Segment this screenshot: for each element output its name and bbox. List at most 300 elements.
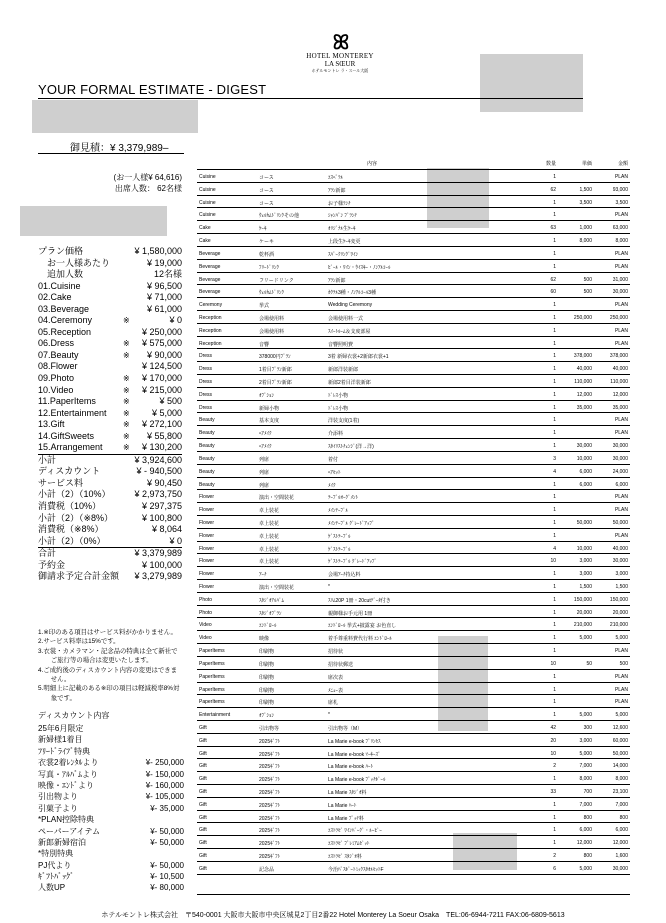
cell-category: Beauty xyxy=(199,455,215,462)
cell-category: Gift xyxy=(199,801,207,808)
table-row xyxy=(197,695,630,708)
cell-item-detail: La Marie ﾊｰﾄ xyxy=(328,802,357,809)
cell-item-type: ｽﾀｼﾞｵﾌﾟﾗﾝ xyxy=(259,610,282,617)
cell-unit-price: 1,000 xyxy=(579,225,592,232)
cell-quantity: 1 xyxy=(553,673,556,680)
summary-label: お一人様あたり xyxy=(38,257,111,268)
cell-unit-price: 800 xyxy=(583,814,592,821)
tax-mark: ※ xyxy=(123,350,130,360)
discount-row xyxy=(38,860,184,871)
table-row xyxy=(197,196,630,209)
summary-value: ¥ 61,000 xyxy=(146,303,182,314)
cell-unit-price: 250,000 xyxy=(573,314,592,321)
guest-count: 出席人数： 62名様 xyxy=(114,184,182,193)
cell-unit-price: 500 xyxy=(583,289,592,296)
cell-category: Beverage xyxy=(199,289,221,296)
redacted-block-left xyxy=(20,206,167,236)
discount-row xyxy=(38,746,184,757)
cell-item-detail: * xyxy=(328,584,330,590)
cell-quantity: 42 xyxy=(550,724,556,731)
cell-unit-price: 5,000 xyxy=(579,712,592,719)
cell-item-type: コース xyxy=(259,175,274,181)
cell-category: Cake xyxy=(199,225,211,232)
cell-quantity: 60 xyxy=(550,289,556,296)
table-row xyxy=(197,580,630,593)
cell-amount: 7,000 xyxy=(615,801,628,808)
table-row xyxy=(197,657,630,670)
cell-item-type: 378000円ﾌﾟﾗﾝ xyxy=(259,354,291,361)
note-line: 4.ご成約後のディスカウント内容の変更はできま xyxy=(38,666,178,674)
cell-item-type: 基本支度 xyxy=(259,418,280,425)
table-row xyxy=(197,413,630,426)
cell-amount: PLAN xyxy=(614,327,628,334)
discount-value: ¥- 105,000 xyxy=(145,792,184,802)
table-bottom-rule xyxy=(197,894,630,895)
cell-category: Cuisine xyxy=(199,186,216,193)
cell-item-type: 引出物等 xyxy=(259,725,280,732)
cell-amount: 1,600 xyxy=(615,853,628,860)
cell-quantity: 1 xyxy=(553,712,556,719)
logo-line-2: LA SŒUR xyxy=(324,60,356,68)
cell-unit-price: 40,000 xyxy=(576,366,592,373)
summary-label: 15.Arrangement xyxy=(38,442,103,453)
cell-category: Cuisine xyxy=(199,199,216,206)
note-line: 象です。 xyxy=(38,694,76,702)
cell-unit-price: 5,000 xyxy=(579,635,592,642)
header-qty: 数量 xyxy=(545,161,556,167)
cell-item-detail: 新郎洋装新郎 xyxy=(328,367,359,374)
cell-quantity: 1 xyxy=(553,814,556,821)
cell-item-type: 印刷物 xyxy=(259,674,275,681)
cell-item-detail: 招待状郵送 xyxy=(328,661,354,668)
table-row xyxy=(197,478,630,491)
summary-value: ¥ 2,973,750 xyxy=(134,489,182,500)
summary-label: 09.Photo xyxy=(38,373,75,384)
discount-row xyxy=(38,769,184,780)
cell-quantity: 2 xyxy=(553,763,556,770)
cell-quantity: 1 xyxy=(553,596,556,603)
table-row xyxy=(197,772,630,785)
cell-quantity: 1 xyxy=(553,584,556,590)
cell-unit-price: 300 xyxy=(583,724,592,731)
cell-amount: 800 xyxy=(619,814,628,821)
cell-item-detail: ｴｽﾄﾗｾﾞ ﾜｲﾝﾊﾞｰｸﾞ・ﾙｰﾋﾞｰ xyxy=(328,828,382,835)
cell-unit-price: 6,000 xyxy=(579,481,592,488)
notes xyxy=(38,628,186,703)
table-row xyxy=(197,234,630,247)
table-row xyxy=(197,759,630,772)
table-row xyxy=(197,644,630,657)
table-row xyxy=(197,260,630,273)
summary-label: 10.Video xyxy=(38,384,74,395)
cell-item-type: ｵﾌﾟｼｮﾝ xyxy=(259,392,275,399)
redacted-block-top-right xyxy=(480,54,583,112)
table-row xyxy=(197,375,630,388)
cell-amount: PLAN xyxy=(614,250,628,257)
cell-amount: PLAN xyxy=(614,212,628,219)
cell-item-type: ケーキ xyxy=(259,239,275,246)
cell-item-detail: ｱﾗﾝ新郎 xyxy=(328,187,346,194)
summary-label: 小計（2）（0%） xyxy=(38,535,106,546)
discount-label: 映像・ｴﾝﾄﾞより xyxy=(38,780,94,790)
cell-item-detail: ｴｽﾄﾗｾﾞ ｽﾀｼﾞｵ料 xyxy=(328,854,362,861)
cell-quantity: 1 xyxy=(553,199,556,206)
tax-mark: ※ xyxy=(123,385,130,395)
cell-unit-price: 35,000 xyxy=(576,404,592,411)
discount-value: ¥- 250,000 xyxy=(145,758,184,768)
cell-amount: 5,000 xyxy=(615,635,628,642)
table-row xyxy=(197,490,630,503)
cell-quantity: 20 xyxy=(550,737,556,744)
cell-quantity: 1 xyxy=(553,648,556,655)
discount-value: ¥- 10,500 xyxy=(150,872,184,882)
discount-value: ¥- 50,000 xyxy=(150,860,184,870)
cell-category: Beauty xyxy=(199,468,215,475)
table-row xyxy=(197,452,630,465)
table-row xyxy=(197,362,630,375)
discount-list xyxy=(38,723,184,894)
tax-mark: ※ xyxy=(123,316,130,326)
cell-unit-price: 1,500 xyxy=(579,186,592,193)
cell-category: Photo xyxy=(199,596,213,603)
table-row xyxy=(197,388,630,401)
cell-item-detail: ｹﾞｽﾄﾃｰﾌﾞﾙ xyxy=(328,546,351,553)
cell-quantity: 1 xyxy=(553,314,556,321)
cell-quantity: 63 xyxy=(550,225,556,232)
cell-amount: PLAN xyxy=(614,507,628,514)
table-row xyxy=(197,298,630,311)
cell-unit-price: 3,500 xyxy=(579,199,592,206)
discount-label: 衣裳2着ﾚﾝﾀﾙより xyxy=(38,758,99,768)
cell-item-detail: * xyxy=(328,712,330,719)
cell-quantity: 1 xyxy=(553,263,556,270)
cell-amount: PLAN xyxy=(614,686,628,693)
cell-quantity: 1 xyxy=(553,327,556,334)
note-line: 1.※印のある項目はサービス料がかかりません。 xyxy=(38,629,177,636)
cell-item-detail: ｽﾀｲﾘｽﾄﾁｪﾝｼﾞ(洋→洋) xyxy=(328,444,374,451)
title-divider xyxy=(38,98,583,99)
cell-unit-price: 7,000 xyxy=(579,801,592,808)
cell-category: Reception xyxy=(199,340,222,347)
cell-amount: 12,600 xyxy=(612,724,628,731)
summary-value: 12名様 xyxy=(153,269,182,280)
summary-value: ¥ 3,379,989 xyxy=(134,548,182,559)
cell-item-type: ﾍｱﾒｲｸ xyxy=(259,444,272,451)
cell-unit-price: 10,000 xyxy=(576,455,592,462)
cell-category: Gift xyxy=(199,737,207,744)
summary-value: ¥ 3,924,600 xyxy=(134,454,182,465)
tax-mark: ※ xyxy=(123,408,130,418)
cell-amount: 50,000 xyxy=(612,519,628,526)
table-row xyxy=(197,747,630,760)
summary-label: 12.Entertainment xyxy=(38,407,107,418)
summary-row xyxy=(38,524,182,536)
cell-category: Cuisine xyxy=(199,174,216,180)
cell-unit-price: 6,000 xyxy=(579,468,592,475)
discount-row xyxy=(38,734,184,745)
cell-unit-price: 20,000 xyxy=(576,609,592,616)
table-row xyxy=(197,631,630,644)
summary-label: 07.Beauty xyxy=(38,349,79,360)
tax-mark: ※ xyxy=(123,443,130,453)
summary-value: ¥ 272,100 xyxy=(141,419,182,430)
discount-row xyxy=(38,723,184,734)
summary-value: ¥ 0 xyxy=(169,535,182,546)
summary-row xyxy=(38,501,182,513)
cell-quantity: 1 xyxy=(553,443,556,450)
estimate-per-person-block xyxy=(38,172,182,194)
discount-value: ¥- 160,000 xyxy=(145,780,184,790)
table-row xyxy=(197,849,630,862)
summary-row xyxy=(38,547,182,560)
cell-category: Flower xyxy=(199,519,215,526)
cell-category: Flower xyxy=(199,532,215,539)
cell-item-detail: La Marie e-book ﾏｰｷｰｽﾞ xyxy=(328,751,381,758)
note-line: 2.サービス料率は15%です。 xyxy=(38,638,120,646)
table-row xyxy=(197,721,630,734)
cell-item-type: ｽﾀｼﾞｵｱﾙﾊﾞﾑ xyxy=(259,597,285,604)
cell-unit-price: 6,000 xyxy=(579,827,592,834)
table-row xyxy=(197,618,630,631)
cell-category: Flower xyxy=(199,571,215,578)
cell-item-detail: 引出物等（M） xyxy=(328,725,363,732)
discount-label: PJ代より xyxy=(38,860,72,870)
table-row xyxy=(197,311,630,324)
cell-category: Flower xyxy=(199,558,215,565)
cell-unit-price: 3,000 xyxy=(579,558,592,565)
cell-quantity: 1 xyxy=(553,776,556,783)
cell-category: Entertainment xyxy=(199,712,231,719)
cell-unit-price: 150,000 xyxy=(573,596,592,603)
cell-amount: 40,000 xyxy=(612,545,628,552)
cell-amount: PLAN xyxy=(614,430,628,437)
summary-value: ¥ 100,000 xyxy=(141,559,182,570)
cell-quantity: 1 xyxy=(553,840,556,847)
cell-amount: PLAN xyxy=(614,673,628,680)
cell-category: Dress xyxy=(199,379,213,385)
summary-value: ¥ 90,000 xyxy=(146,349,182,360)
discount-row xyxy=(38,837,184,848)
cell-item-detail: ﾄﾞﾚｽ小物 xyxy=(328,392,349,399)
cell-category: PaperItems xyxy=(199,673,225,680)
table-row xyxy=(197,862,630,875)
table-row xyxy=(197,567,630,580)
table-row xyxy=(197,503,630,516)
cell-item-detail: La Marie e-book ﾌﾟﾘﾝｾｽ xyxy=(328,738,381,745)
cell-quantity: 1 xyxy=(553,391,556,398)
discount-label: 写真・ｱﾙﾊﾞﾑより xyxy=(38,769,98,779)
table-row xyxy=(197,285,630,298)
table-row xyxy=(197,465,630,478)
cell-category: Flower xyxy=(199,507,215,514)
cell-amount: 93,000 xyxy=(612,186,628,193)
note-line: せん。 xyxy=(38,676,71,684)
discount-label: 新郎新婦宿泊 xyxy=(38,837,86,847)
cell-category: Ceremony xyxy=(199,302,223,309)
cell-amount: 1,500 xyxy=(615,584,628,590)
cell-item-detail: ﾄﾞﾚｽ小物 xyxy=(328,405,349,412)
cell-category: Dress xyxy=(199,391,213,398)
note-line: ご旅行等の場合は変更いたします。 xyxy=(38,657,153,665)
cell-quantity: 1 xyxy=(553,366,556,373)
estimate-detail-table xyxy=(197,157,630,875)
cell-quantity: 1 xyxy=(553,340,556,347)
cell-category: Photo xyxy=(199,609,213,616)
summary-label: 合計 xyxy=(38,548,57,559)
cell-quantity: 1 xyxy=(553,801,556,808)
table-row xyxy=(197,170,630,183)
cell-unit-price: 378,000 xyxy=(573,353,592,360)
cell-category: Reception xyxy=(199,314,222,321)
cell-amount: 60,000 xyxy=(612,737,628,744)
table-row xyxy=(197,439,630,452)
discount-label: ペーパーアイテム xyxy=(38,826,101,836)
summary-label: 小計（2）（※8%） xyxy=(38,512,114,523)
cell-quantity: 1 xyxy=(553,622,556,629)
cell-amount: 30,000 xyxy=(612,289,628,296)
cell-item-type: ﾌﾘｰﾄﾞﾘﾝｸ xyxy=(259,264,280,271)
cell-quantity: 1 xyxy=(553,481,556,488)
cell-item-detail: 会場ｱｰﾁ持込料 xyxy=(328,572,361,579)
cell-item-detail: La Marie e-book ﾊｰﾄ xyxy=(328,764,374,771)
summary-row xyxy=(38,454,182,467)
cell-item-type: 2025ｷﾞﾌﾄ xyxy=(259,751,281,758)
summary-label: 小計（2）（10%） xyxy=(38,489,111,500)
cell-item-type: ｹｰｷ xyxy=(259,226,267,233)
summary-row xyxy=(38,269,182,281)
cell-category: Cuisine xyxy=(199,212,216,219)
table-row xyxy=(197,529,630,542)
cell-amount: 8,000 xyxy=(615,238,628,245)
table-row xyxy=(197,836,630,849)
cell-category: Beverage xyxy=(199,250,221,257)
cell-category: Gift xyxy=(199,814,207,821)
cell-item-detail: 招待状 xyxy=(328,649,344,656)
cell-quantity: 62 xyxy=(550,276,556,283)
table-row xyxy=(197,683,630,696)
cell-item-detail: ｽﾊﾟｰｸﾘﾝｸﾞﾜｲﾝ xyxy=(328,251,359,258)
table-row xyxy=(197,221,630,234)
cell-amount: 5,000 xyxy=(615,712,628,719)
summary-value: ¥ 130,200 xyxy=(141,442,182,453)
cell-item-detail: ｹﾞｽﾄﾃｰﾌﾞﾙ ｸﾞﾚｰﾄﾞｱｯﾌﾟ xyxy=(328,559,377,566)
table-row xyxy=(197,785,630,798)
summary-row xyxy=(38,327,182,339)
summary-value: ¥ 297,375 xyxy=(141,501,182,512)
logo-line-1: HOTEL MONTEREY xyxy=(306,52,374,60)
cell-amount: PLAN xyxy=(614,494,628,501)
tax-mark: ※ xyxy=(123,431,130,441)
cell-category: Dress xyxy=(199,404,213,411)
cell-quantity: 1 xyxy=(553,532,556,539)
summary-label: 13.Gift xyxy=(38,419,65,430)
cell-item-detail: ﾒｲｸ xyxy=(328,482,336,489)
table-row xyxy=(197,734,630,747)
discount-row xyxy=(38,826,184,837)
summary-row xyxy=(38,466,182,478)
cell-amount: PLAN xyxy=(614,263,628,270)
cell-item-detail: 新郎2着目洋装新郎 xyxy=(328,380,371,386)
hotel-logo xyxy=(300,32,380,74)
table-row xyxy=(197,208,630,221)
summary-row xyxy=(38,315,182,327)
cell-item-type: 卓上装花 xyxy=(259,533,280,540)
cell-category: Flower xyxy=(199,584,215,590)
discount-label: 25年6月限定 xyxy=(38,724,84,733)
cell-unit-price: 8,000 xyxy=(579,776,592,783)
cell-category: Beauty xyxy=(199,417,215,424)
cell-item-type: 卓上装花 xyxy=(259,508,280,515)
cell-unit-price: 210,000 xyxy=(573,622,592,629)
summary-row xyxy=(38,350,182,362)
cell-item-type: ﾍｱﾒｲｸ xyxy=(259,431,272,438)
cell-amount: 6,000 xyxy=(615,481,628,488)
cell-category: Beverage xyxy=(199,263,221,270)
summary-value: ¥ 55,800 xyxy=(146,430,182,441)
cell-category: PaperItems xyxy=(199,660,225,667)
cell-category: Gift xyxy=(199,840,207,847)
cell-amount: 30,000 xyxy=(612,455,628,462)
cell-item-type: 2着目ﾌﾟﾗﾝ新郎 xyxy=(259,380,292,386)
cell-quantity: 1 xyxy=(553,379,556,385)
summary-label: 御請求予定合計金額 xyxy=(38,571,120,582)
cell-category: Cake xyxy=(199,238,211,245)
summary-label: 11.PaperItems xyxy=(38,396,96,407)
cell-unit-price: 12,000 xyxy=(576,840,592,847)
cell-amount: 30,000 xyxy=(612,865,628,872)
summary-label: 14.GiftSweets xyxy=(38,430,95,441)
cell-category: Beauty xyxy=(199,443,215,450)
summary-row xyxy=(38,419,182,431)
cell-item-detail: Wedding Ceremony xyxy=(328,302,373,309)
discount-row xyxy=(38,791,184,802)
cell-quantity: 1 xyxy=(553,686,556,693)
cell-item-type: 列席 xyxy=(259,456,270,463)
cell-amount: 23,100 xyxy=(612,789,628,795)
summary-value: ¥ 0 xyxy=(169,315,182,326)
summary-value: ¥ 96,500 xyxy=(146,280,182,291)
cell-unit-price: 110,000 xyxy=(574,379,592,385)
cell-item-type: 音響 xyxy=(259,341,270,348)
cell-item-type: ｴﾝﾄﾞﾛｰﾙ xyxy=(259,623,277,630)
cell-amount: 30,000 xyxy=(612,558,628,565)
cell-quantity: 1 xyxy=(553,430,556,437)
page-title: YOUR FORMAL ESTIMATE - DIGEST xyxy=(38,82,267,97)
cell-item-type: 印刷物 xyxy=(259,700,275,707)
cell-amount: 3,500 xyxy=(615,199,628,206)
discount-label: *PLAN控除特典 xyxy=(38,815,95,825)
summary-value: ¥ 500 xyxy=(159,396,182,407)
cell-quantity: 62 xyxy=(550,186,556,193)
cell-item-type: 1着目ﾌﾟﾗﾝ新郎 xyxy=(259,367,292,374)
cell-item-type: 2025ｷﾞﾌﾄ xyxy=(259,738,281,745)
cell-quantity: 1 xyxy=(553,212,556,219)
cell-item-detail: 席札 xyxy=(328,700,339,707)
cell-item-type: 会場使用料 xyxy=(259,328,285,335)
cell-quantity: 1 xyxy=(553,174,556,180)
cell-amount: PLAN xyxy=(614,699,628,706)
tax-mark: ※ xyxy=(123,397,130,407)
cell-quantity: 10 xyxy=(550,750,556,757)
cell-amount: 150,000 xyxy=(609,596,628,603)
summary-row xyxy=(38,536,182,548)
cell-amount: 8,000 xyxy=(615,776,628,783)
summary-row xyxy=(38,281,182,293)
table-row xyxy=(197,273,630,286)
summary-label: 予約金 xyxy=(38,559,66,570)
cell-unit-price: 800 xyxy=(583,853,592,860)
discount-label: ﾌﾘｰﾄﾞﾗｲﾌﾞ特典 xyxy=(38,746,90,756)
